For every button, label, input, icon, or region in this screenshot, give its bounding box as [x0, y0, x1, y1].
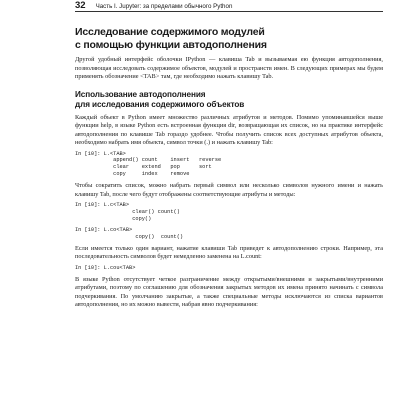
- code-block-cou-tab: In [10]: L.cou<TAB>: [75, 264, 136, 271]
- paragraph-single-variant: Если имеется только один вариант, нажатие клавиши Tab приведет к автодополнению строки. Например, эта последовательность символов будет немедленно заменена на L.count:: [75, 244, 383, 261]
- running-title: Часть I. Jupyter: за пределами обычного Python: [95, 3, 233, 10]
- section-title: [75, 26, 383, 52]
- paragraph-narrow-list: Чтобы сократить список, можно набрать первый символ или несколько символов нужного имени и нажать клавишу Tab, после чего будут отображены соответствующие атрибуты и методы:: [75, 182, 383, 198]
- code-block-co-tab: In [10]: L.co<TAB> copy() count(): [75, 226, 184, 240]
- running-head: [75, 0, 383, 12]
- paragraph-attributes: Каждый объект в Python имеет множество различных атрибутов и методов. Помимо упоминавшейся выше функции help, в языке Python есть встроенная функция dir, возвращающая их список, но на практике интерфейс автодополнения по клавише Tab гораздо удобнее. Чтобы получить список всех доступных атрибутов объекта, необходимо набрать имя объекта, символ точки (.) и нажать клавишу Tab:: [75, 113, 383, 146]
- section-title-line1: Исследование содержимого модулей: [75, 26, 265, 38]
- code-block-tab-list: In [10]: L.<TAB> append() count insert reverse clear extend pop sort copy index remove: [75, 150, 222, 178]
- paragraph-private-attributes: В языке Python отсутствует четкое разграничение между открытыми/внешними и закрытыми/внутренними атрибутами, поэтому по соглашению для обозначения закрытых методов их имена принято начинать с символа подчеркивания. По умолчанию закрытые, а также специальные методы исключаются из списка вариантов автодополнения, но их можно вывести, набрав явно подчеркивания:: [75, 275, 383, 309]
- section-title-line2: с помощью функции автодополнения: [75, 39, 267, 51]
- subsection-title: [75, 90, 383, 110]
- code-block-c-tab: In [10]: L.c<TAB> clear() count() copy(): [75, 202, 180, 222]
- subsection-title-line2: для исследования содержимого объектов: [75, 99, 245, 109]
- page-content: [75, 26, 383, 313]
- page-number: 32: [75, 0, 86, 11]
- subsection-title-line1: Использование автодополнения: [75, 89, 206, 99]
- section-intro: Другой удобный интерфейс оболочки IPython — клавиша Tab и вызываемая ею функция автодополнения, позволяющая исследовать содержимое объектов, модулей и пространств имен. В следующих примерах мы будем применять обозначение <TAB> там, где необходимо нажать клавишу Tab.: [75, 56, 383, 80]
